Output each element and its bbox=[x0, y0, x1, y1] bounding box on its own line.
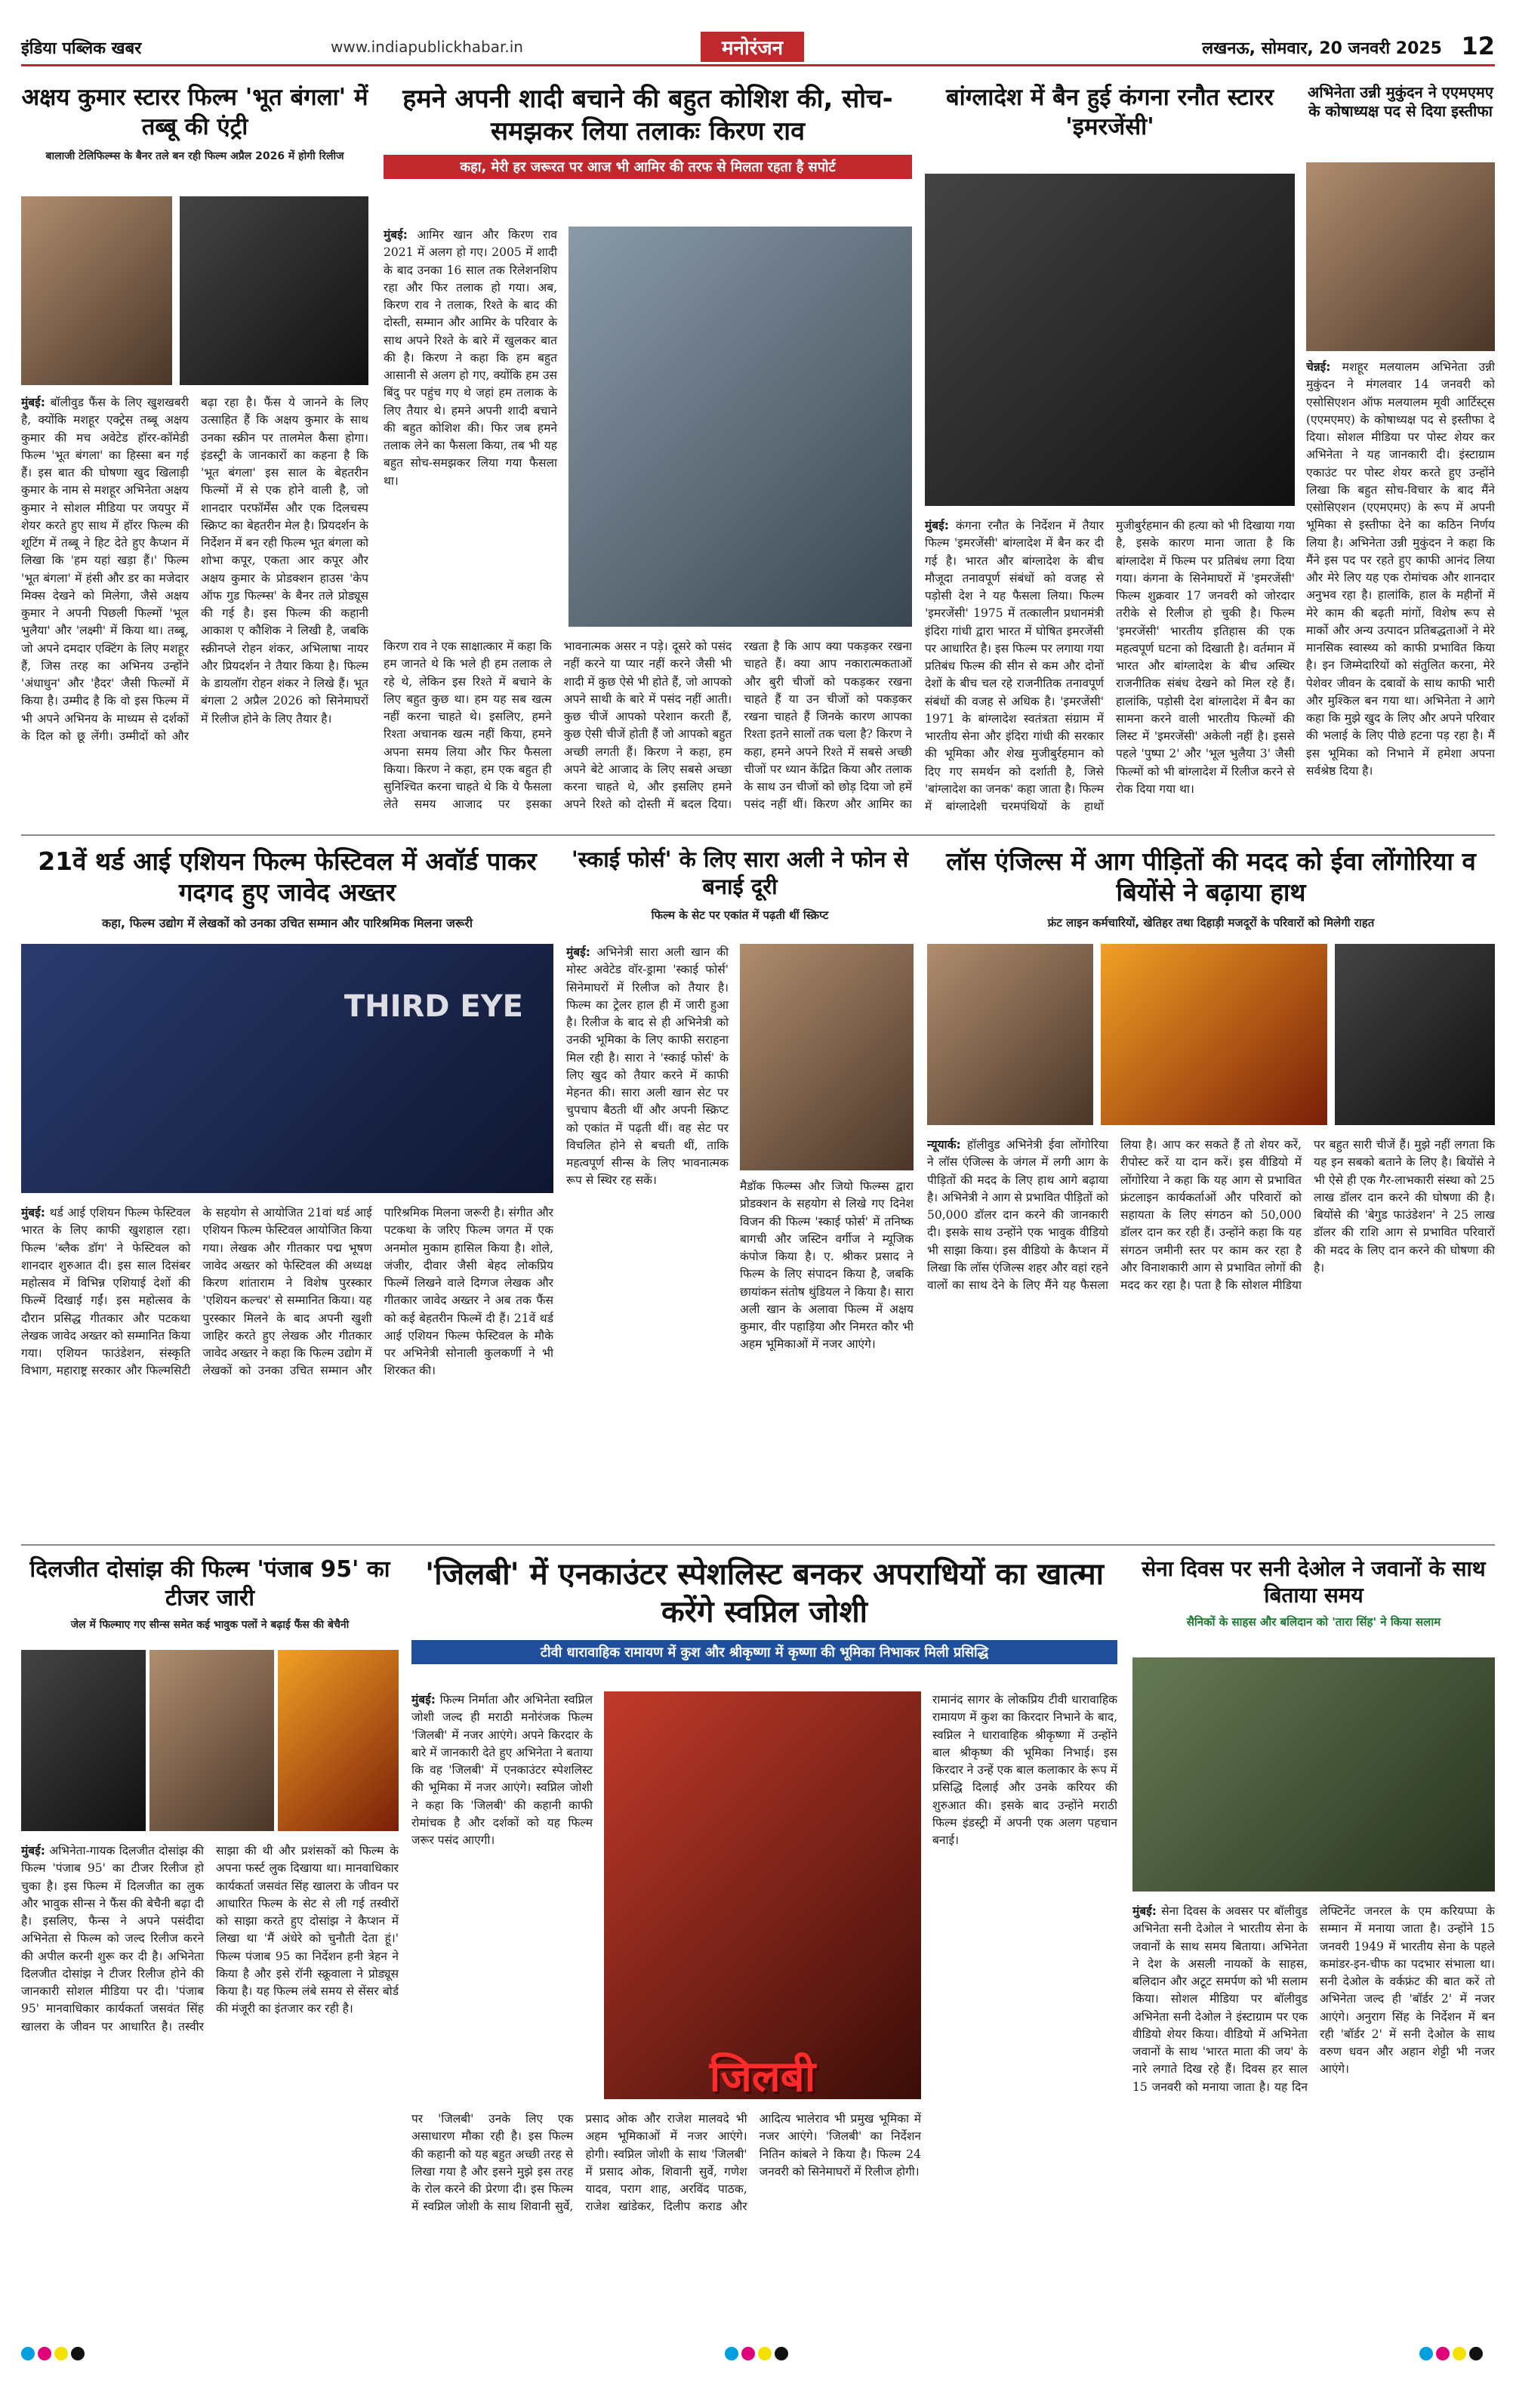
article-kiran-rao bbox=[384, 83, 912, 831]
fire-photo bbox=[1101, 944, 1327, 1125]
article-unni-mukundan bbox=[1306, 83, 1495, 831]
headline: दिलजीत दोसांझ की फिल्म 'पंजाब 95' का टीजर जारी bbox=[29, 1556, 390, 1611]
subheadline: बालाजी टेलिफिल्म्स के बैनर तले बन रही फिल्म अप्रैल 2026 में होगी रिलीज bbox=[45, 150, 344, 162]
diljit-photo bbox=[149, 1650, 274, 1831]
article-body-bottom: पर 'जिलबी' उनके लिए एक असाधारण मौका रही है। इस फिल्म की कहानी को यह बहुत अच्छी तरह से लिखा गया है और इसने मुझे इस तरह के रोल करने की प्रेरणा दी। इस फिल्म में स्वप्निल जोशी के साथ शिवानी सुर्वे, प्रसाद ओक और राजेश मालवदे भी अहम भूमिकाओं में नजर आएंगे। होगी। स्वप्निल जोशी के साथ 'जिलबी' में प्रसाद ओक, शिवानी सुर्वे, गणेश यादव, पराग शाह, अरविंद पाठक, राजेश खांडेकर, दिलीप कराड और आदित्य भालेराव भी प्रमुख भूमिका में नजर आएंगे। 'जिलबी' का निर्देशन नितिन कांबले ने किया है। फिल्म 24 जनवरी को सिनेमाघरों में रिलीज होगी। bbox=[411, 2112, 921, 2214]
article-body-right: मैडॉक फिल्म्स और जियो फिल्म्स द्वारा प्रोडक्शन के सहयोग से लिखे गए दिनेश विजन की फिल्म 'स्काई फोर्स' में तनिष्क बागची और जस्टिन वर्गीज ने म्यूजिक कंपोज किया है। ए. श्रीकर प्रसाद ने फिल्म के लिए संपादन किया है, जबकि छायांकन संतोष थुंडियल ने किया है। सारा अली खान के अलावा फिल्म में अक्षय कुमार, वीर पहाड़िया और निमरत कौर भी अहम भूमिकाओं में नजर आएंगे। bbox=[740, 1179, 914, 1352]
punjab-95-still-1 bbox=[21, 1650, 146, 1831]
article-body: मुंबई: कंगना रनौत के निर्देशन में तैयार फिल्म 'इमरजेंसी' बांग्लादेश में बैन कर दी गई है। भारत और बांग्लादेश के बीच मौजूदा तनावपूर्ण संबंधों को वजह से पड़ोसी देश ने यह फैसला लिया। फिल्म 'इमरजेंसी' 1975 में तत्कालीन प्रधानमंत्री इंदिरा गांधी द्वारा भारत में घोषित इमरजेंसी पर आधारित है। इस फिल्म पर लगाया गया प्रतिबंध फिल्म की सीन से कम और दोनों देशों के बीच चल रहे राजनीतिक तनावपूर्ण संबंधों की वजह से अधिक है। 'इमरजेंसी' 1971 के बांग्लादेश स्वतंत्रता संग्राम में भारतीय सेना और इंदिरा गांधी की सरकार की भूमिका और शेख मुजीबुर्रहमान को दिए गए समर्थन को दर्शाती है, जिसे 'बांग्लादेश का जनक' कहा जाता है। फिल्म में बांग्लादेशी चरमपंथियों के हाथों मुजीबुर्रहमान की हत्या को भी दिखाया गया है, इसके कारण माना जाता है कि बांग्लादेश में फिल्म पर प्रतिबंध लगा दिया गया। कंगना के सिनेमाघरों में 'इमरजेंसी' फिल्म शुक्रवार 17 जनवरी को जोरदार तरीके से रिलीज हो चुकी है। फिल्म 'इमरजेंसी' भारतीय इतिहास की एक महत्वपूर्ण घटना को दिखाती है। वर्तमान में भारत और बांग्लादेश के बीच अस्थिर राजनीतिक संबंध देखने को मिल रहे हैं। हालांकि, पड़ोसी देश बांग्लादेश में बैन का सामना करने वाली भारतीय फिल्मों की लिस्ट में 'इमरजेंसी' अकेली नहीं है। इससे पहले 'पुष्पा 2' और 'भूल भुलैया 3' जैसी फिल्मों को भी बांग्लादेश में रिलीज करने से रोक दिया गया था। bbox=[925, 519, 1295, 813]
article-body-right: रामानंद सागर के लोकप्रिय टीवी धारावाहिक रामायण में कुश का किरदार निभाने के बाद, स्वप्निल ने धारावाहिक श्रीकृष्णा में उन्होंने बाल श्रीकृष्ण की भूमिका निभाई। इस किरदार ने उन्हें एक बाल कलाकार के रूप में प्रसिद्धि दिलाई और उनके करियर की शुरुआत की। इसके बाद उन्होंने मराठी फिल्म इंडस्ट्री में अपनी एक अलग पहचान बनाई। bbox=[932, 1693, 1117, 1847]
sara-ali-khan-photo bbox=[740, 944, 914, 1170]
award-ceremony-photo bbox=[21, 944, 553, 1193]
subheadline: टीवी धारावाहिक रामायण में कुश और श्रीकृष्णा में कृष्णा की भूमिका निभाकर मिली प्रसिद्धि bbox=[411, 1640, 1117, 1664]
headline: 'स्काई फोर्स' के लिए सारा अली ने फोन से बनाई दूरी bbox=[571, 846, 909, 900]
subheadline: फ्रंट लाइन कर्मचारियों, खेतिहर तथा दिहाड़ी मजदूरों के परिवारों को मिलेगी राहत bbox=[1047, 915, 1375, 930]
article-body: मुंबई: अभिनेता-गायक दिलजीत दोसांझ की फिल्म 'पंजाब 95' का टीजर रिलीज हो चुका है। इस फिल्म में दिलजीत का लुक और भावुक सीन्स ने फैंस की बेचैनी बढ़ा दी है। इसलिए, फैन्स ने अपने पसंदीदा अभिनेता से फिल्म को जल्द रिलीज करने की अपील करनी शुरू कर दी है। अभिनेता दिलजीत दोसांझ ने टीजर रिलीज होने की जानकारी सोशल मीडिया पर दी। 'पंजाब 95' मानवाधिकार कार्यकर्ता जसवंत सिंह खालरा के जीवन पर आधारित है। तस्वीर साझा की थी और प्रशंसकों को फिल्म के अपना फर्स्ट लुक दिखाया था। मानवाधिकार कार्यकर्ता जसवंत सिंह खालरा के जीवन पर आधारित फिल्म के सेट से ली गई तस्वीरों को साझा करते हुए दोसांझ ने कैप्शन में लिखा था 'मैं अंधेरे को चुनौती देता हूं।' फिल्म पंजाब 95 का निर्देशन हनी त्रेहन ने किया है और इसे रॉनी स्क्रूवाला ने प्रोड्यूस किया है। यह फिल्म लंबे समय से सेंसर बोर्ड की मंजूरी का इंतजार कर रही है। bbox=[21, 1844, 399, 2033]
subheadline: कहा, मेरी हर जरूरत पर आज भी आमिर की तरफ से मिलता रहता है सपोर्ट bbox=[384, 155, 912, 179]
headline: 'जिलबी' में एनकाउंटर स्पेशलिस्ट बनकर अपराधियों का खात्मा करेंगे स्वप्निल जोशी bbox=[424, 1557, 1105, 1629]
punjab-95-still-2 bbox=[278, 1650, 399, 1831]
headline: अक्षय कुमार स्टारर फिल्म 'भूत बंगला' में तब्बू की एंट्री bbox=[21, 84, 368, 140]
newspaper-name: इंडिया पब्लिक खबर bbox=[21, 39, 142, 58]
akshay-photo bbox=[180, 196, 368, 385]
article-body: चेन्नई: मशहूर मलयालम अभिनेता उन्नी मुकुंदन ने मंगलवार 14 जनवरी को एसोसिएशन ऑफ मलयालम मूवी आर्टिस्ट्स (एएमएमए) के कोषाध्यक्ष पद से इस्तीफा दे दिया। सोशल मीडिया पर पोस्ट शेयर कर अभिनेता ने यह जानकारी दी। इंस्टाग्राम एकाउंट पर पोस्ट शेयर करते हुए उन्होंने लिखा कि बहुत सोच-विचार के बाद मैंने एसोसिएशन (एएमएमए) के रूप में अपनी भूमिका से इस्तीफा देने का कठिन निर्णय लिया है। अभिनेता उन्नी मुकुंदन ने कहा कि मैंने इस पद पर रहते हुए काफी आनंद लिया और मेरे लिए यह एक रोमांचक और शानदार अनुभव रहा है। हालांकि, हाल के महीनों में मेरे काम की बढ़ती मांगों, विशेष रूप से मार्को और अन्य उत्पादन प्रतिबद्धताओं ने मेरे मानसिक स्वास्थ्य को काफी प्रभावित किया है। इन जिम्मेदारियों को संतुलित करना, मेरे पेशेवर जीवन के दबावों के साथ काफी भारी और मुश्किल बन गया था। अभिनेता ने आगे कहा कि मुझे खुद के लिए और अपने परिवार की भलाई के लिए पीछे हटना पड़ रहा है। मैं इस भूमिका को निभाने में हमेशा अपना सर्वश्रेष्ठ दिया है। bbox=[1306, 360, 1495, 778]
headline: 21वें थर्ड आई एशियन फिल्म फेस्टिवल में अवॉर्ड पाकर गदगद हुए जावेद अख्तर bbox=[38, 846, 537, 908]
article-body: मुंबई: बॉलीवुड फैंस के लिए खुशखबरी है, क्योंकि मशहूर एक्ट्रेस तब्बू अक्षय कुमार की मच अवेटेड हॉरर-कॉमेडी फिल्म 'भूत बंगला' का हिस्सा बन गई हैं। इस बात की घोषणा खुद खिलाड़ी कुमार के नाम से मशहूर अभिनेता अक्षय कुमार ने सोशल मीडिया पर जयपुर में शेयर करते हुए साथ में हॉरर फिल्म की शूटिंग में तब्बू ने हिट देते हुए कैप्शन में लिखा कि 'हम यहां खड़ा हैं।' फिल्म 'भूत बंगला' में हंसी और डर का मजेदार मिक्स देखने को मिलेगा, जैसे अक्षय कुमार ने अपनी पिछली फिल्मों 'भूल भुलैया' और 'लक्ष्मी' में किया था। तब्बू, जो अपने दमदार एक्टिंग के लिए मशहूर हैं, जिस तरह का अभिनय उन्होंने 'अंधाधुन' और 'हैदर' जैसी फिल्मों में किया है। उम्मीद है कि वो इस फिल्म में भी अपने अभिनय के माध्यम से दर्शकों के दिल को छू लेंगी। उम्मीदों को और बढ़ा रहा है। फैंस ये जानने के लिए उत्साहित हैं कि अक्षय कुमार के साथ उनका स्क्रीन पर तालमेल कैसा होगा। इंडस्ट्री के जानकारों का कहना है कि 'भूत बंगला' इस साल के बेहतरीन फिल्मों में से एक होने वाली है, जो शानदार परफॉर्मेंस और एक दिलचस्प स्क्रिप्ट का बेहतरीन मेल है। प्रियदर्शन के निर्देशन में बन रही फिल्म भूत बंगला को शोभा कपूर, एकता आर कपूर और अक्षय कुमार के प्रोडक्शन हाउस 'केप ऑफ गुड फिल्म्स' के बैनर तले प्रोड्यूस की गई है। इस फिल्म की कहानी आकाश ए कौशिक ने लिखी है, जबकि स्क्रीनप्ले रोहन शंकर, अभिलाषा नायर और प्रियदर्शन ने तैयार किया है। फिल्म के डायलॉग रोहन शंकर ने लिखे हैं। भूत बंगला 2 अप्रैल 2026 को सिनेमाघरों में रिलीज होने के लिए तैयार है। bbox=[21, 396, 368, 743]
article-sunny-deol bbox=[1132, 1555, 1495, 2341]
article-emergency bbox=[925, 83, 1295, 831]
article-body: मुंबई: सेना दिवस के अवसर पर बॉलीवुड अभिनेता सनी देओल ने भारतीय सेना के जवानों के साथ समय बिताया। अभिनेता ने देश के असली नायकों के साहस, बलिदान और अटूट समर्पण को भी सलाम किया। सोशल मीडिया पर बॉलीवुड अभिनेता सनी देओल ने इंस्टाग्राम पर एक वीडियो शेयर किया। वीडियो में अभिनेता जवानों के साथ 'भारत माता की जय' के नारे लगाते दिख रहे हैं। दिवस हर साल 15 जनवरी को मनाया जाता है। यह दिन लेफ्टिनेंट जनरल के एम करियप्पा के सम्मान में मनाया जाता है। उन्होंने 15 जनवरी 1949 में भारतीय सेना के पहले कमांडर-इन-चीफ का पदभार संभाला था। सनी देओल के वर्कफ्रंट की बात करें तो अभिनेता जल्द ही 'बॉर्डर 2' में नजर आएंगे। अनुराग सिंह के निर्देशन में बन रही 'बॉर्डर 2' में सनी देओल के साथ वरुण धवन और अहान शेट्टी भी नजर आएंगे। bbox=[1132, 1904, 1495, 2094]
headline: सेना दिवस पर सनी देओल ने जवानों के साथ बिताया समय bbox=[1142, 1556, 1486, 1608]
subheadline: कहा, फिल्म उद्योग में लेखकों को उनका उचित सम्मान और पारिश्रमिक मिलना जरूरी bbox=[102, 915, 473, 930]
jilbi-poster bbox=[604, 1691, 921, 2099]
headline: अभिनेता उन्नी मुकुंदन ने एएमएमए के कोषाध्यक्ष पद से दिया इस्तीफा bbox=[1308, 83, 1493, 120]
stage-banner-text: THIRD EYE bbox=[344, 989, 523, 1024]
sunny-deol-army-photo bbox=[1132, 1657, 1495, 1892]
kangana-poster bbox=[925, 174, 1295, 506]
subheadline: सैनिकों के साहस और बलिदान को 'तारा सिंह' ने किया सलाम bbox=[1186, 1615, 1441, 1629]
subheadline: फिल्म के सेट पर एकांत में पढ़ती थीं स्क्रिप्ट bbox=[651, 908, 829, 922]
article-jilbi bbox=[411, 1555, 1117, 2341]
section-divider bbox=[21, 1544, 1495, 1546]
article-body: मुंबई: थर्ड आई एशियन फिल्म फेस्टिवल भारत के लिए काफी खुशहाल रहा। फिल्म 'ब्लैक डॉग' ने फेस्टिवल को शानदार शुरुआत दी। इस साल दिसंबर महोत्सव में विभिन्न एशियाई देशों की फिल्में दिखाई गईं। इस महोत्सव के दौरान प्रसिद्ध गीतकार और पटकथा लेखक जावेद अख्तर को सम्मानित किया गया। एशियन फाउंडेशन, संस्कृति विभाग, महाराष्ट्र सरकार और फिल्मसिटी के सहयोग से आयोजित 21वां थर्ड आई एशियन फिल्म फेस्टिवल आयोजित किया गया। लेखक और गीतकार पद्म भूषण जावेद अख्तर को फेस्टिवल की अध्यक्ष किरण शांताराम ने विशेष पुरस्कार 'एशियन कल्चर' से सम्मानित किया। यह पुरस्कार मिलने के बाद अपनी खुशी जाहिर करते हुए लेखक और गीतकार जावेद अख्तर ने कहा कि फिल्म उद्योग में लेखकों को उनका उचित सम्मान और पारिश्रमिक मिलना जरूरी है। संगीत और पटकथा के जरिए फिल्म जगत में एक अनमोल मुकाम हासिल किया है। शोले, जंजीर, दीवार जैसी बेहद लोकप्रिय फिल्में लिखने वाले दिग्गज लेखक और गीतकार जावेद अख्तर ने अब तक फैंस को कई बेहतरीन फिल्में दी हैं। 21वें थर्ड आई एशियन फिल्म फेस्टिवल के मौके पर अभिनेत्री सोनाली कुलकर्णी ने भी शिरकत की। bbox=[21, 1206, 553, 1378]
headline: लॉस एंजिल्स में आग पीड़ितों की मदद को ईवा लोंगोरिया व बियोंसे ने बढ़ाया हाथ bbox=[946, 846, 1476, 908]
article-body-bottom: किरण राव ने एक साक्षात्कार में कहा कि हम जानते थे कि भले ही हम तलाक ले रहे थे, लेकिन इस रिश्ते में बचाने के लिए बहुत कुछ था। हम यह सब खत्म नहीं करना चाहते थे। इसलिए, हमने रिश्ता अचानक खत्म नहीं किया, हमने अपना समय लिया और फिर फैसला किया। किरण ने कहा, हम एक बहुत ही सुनिश्चित करना चाहते थे कि ये फैसला लेते समय आजाद पर इसका भावनात्मक असर न पड़े। दूसरे को पसंद नहीं करने या प्यार नहीं करने जैसी भी शादी में कुछ ऐसे भी होते हैं, जो आपको अपने साथी के बारे में पसंद नहीं आती। कुछ चीजें आपको परेशान करती हैं, कुछ ऐसी चीजें होती हैं जो आपको बहुत अच्छी लगती हैं। किरण ने कहा, हम अपने बेटे आजाद के लिए सबसे अच्छा करना चाहते थे, और इसलिए हमने अपने रिश्ते को दोस्ती में बदल दिया। रखता है कि आप क्या पकड़कर रखना चाहते हैं। क्या आप नकारात्मकताओं और बुरी चीजों को पकड़कर रखना चाहते हैं या उन चीजों को पकड़कर रखना चाहते हैं जिनके कारण आपका रिश्ता इतने सालों तक चला है? किरण ने कहा, हमने अपने रिश्ते में सबसे अच्छी चीजों पर ध्यान केंद्रित किया और तलाक के साथ उन चीजों को छोड़ दिया जो हमें पसंद नहीं थीं। किरण और आमिर का bbox=[384, 640, 912, 812]
print-registration-marks-left bbox=[21, 2347, 85, 2360]
print-registration-marks-right bbox=[1419, 2347, 1483, 2360]
article-body: न्यूयार्क: हॉलीवुड अभिनेत्री ईवा लोंगोरिया ने लॉस एंजिल्स के जंगल में लगी आग के पीड़ितों की मदद के लिए हाथ आगे बढ़ाया है। अभिनेत्री ने आग से प्रभावित पीड़ितों को 50,000 डॉलर दान करने की जानकारी दी। इसके साथ उन्होंने एक भावुक वीडियो भी साझा किया। इस वीडियो के कैप्शन में लिखा कि लॉस एंजिल्स शहर और वहां रहने वालों का साथ देने के लिए मैंने यह फैसला लिया है। आप कर सकते हैं तो शेयर करें, रीपोस्ट करें या दान करें। इस वीडियो में लोंगोरिया ने कहा कि यह आग से प्रभावित फ्रंटलाइन कार्यकर्ताओं और परिवारों को सहायता के लिए संगठन को 50,000 डॉलर दान कर रही हैं। उन्होंने कहा कि यह संगठन जमीनी स्तर पर काम कर रहा है और विनाशकारी आग से प्रभावित लोगों की मदद कर रहा है। पता है कि सोशल मीडिया पर बहुत सारी चीजें हैं। मुझे नहीं लगता कि यह इन सबको बताने के लिए है। बियोंसे ने भी ऐसे ही एक गैर-लाभकारी संस्था को 25 लाख डॉलर दान करने की घोषणा की है। बियोंसे की 'बेगुड फाउंडेशन' ने 25 लाख डॉलर की राशि आग से प्रभावित परिवारों की मदद के लिए दान करने की घोषणा की है। bbox=[927, 1138, 1495, 1292]
headline: बांग्लादेश में बैन हुई कंगना रनौत स्टारर 'इमरजेंसी' bbox=[945, 84, 1274, 140]
article-body-left: मुंबई: आमिर खान और किरण राव 2021 में अलग हो गए। 2005 में शादी के बाद उनका 16 साल तक रिलेशनशिप रहा और फिर तलाक हो गया। अब, किरण राव ने तलाक, रिश्ते के बाद की दोस्ती, सम्मान और आमिर के परिवार के साथ अपने रिश्ते के बारे में खुलकर बात की है। किरण ने कहा कि हम बहुत आसानी से अलग हो गए, क्योंकि हम उस बिंदु पर पहुंच गए थे जहां हम तलाक के लिए तैयार थे। हमने अपनी शादी बचाने की बहुत कोशिश की। फिर जब हमने तलाक लेने का फैसला किया, तब भी यह बहुत सोच-समझकर लिया गया फैसला था। bbox=[384, 228, 557, 488]
article-body-left: मुंबई: फिल्म निर्माता और अभिनेता स्वप्निल जोशी जल्द ही मराठी मनोरंजक फिल्म 'जिलबी' में नजर आएंगे। अपने किरदार के बारे में जानकारी देते हुए अभिनेता ने बताया कि वह 'जिलबी' में एनकाउंटर स्पेशलिस्ट की भूमिका में नजर आएंगे। स्वप्निल जोशी ने कहा कि 'जिलबी' की कहानी काफी रोमांचक है और दर्शकों को यह फिल्म जरूर पसंद आएगी। bbox=[411, 1693, 593, 1847]
section-divider bbox=[21, 834, 1495, 836]
poster-title: जिलबी bbox=[709, 2052, 816, 2101]
article-la-fire bbox=[927, 846, 1495, 1540]
eva-longoria-photo bbox=[927, 944, 1093, 1125]
dateline: लखनऊ, सोमवार, 20 जनवरी 2025 bbox=[1202, 39, 1442, 58]
tabu-photo bbox=[21, 196, 172, 385]
page-header bbox=[21, 32, 1495, 66]
subheadline: जेल में फिल्माए गए सीन्स समेत कई भावुक पलों ने बढ़ाई फैंस की बेचैनी bbox=[70, 1619, 350, 1631]
article-body-left: मुंबई: अभिनेत्री सारा अली खान की मोस्ट अवेटेड वॉर-ड्रामा 'स्काई फोर्स' सिनेमाघरों में रिलीज को तैयार है। फिल्म का ट्रेलर हाल ही में जारी हुआ है। रिलीज के बाद से ही अभिनेत्री को उनकी भूमिका के लिए काफी सराहना मिल रही है। सारा ने 'स्काई फोर्स' के लिए खुद को तैयार करने में काफी मेहनत की। सारा अली खान सेट पर चुपचाप बैठती थीं और अपनी स्क्रिप्ट को एकांत में पढ़ती थीं। वह सेट पर विचलित होने से बचती थीं, ताकि महत्वपूर्ण सीन्स के लिए भावनात्मक रूप से स्थिर रह सकें। bbox=[566, 945, 729, 1188]
article-bhoot-bangla bbox=[21, 83, 368, 831]
unni-mukundan-photo bbox=[1306, 162, 1495, 351]
website-url[interactable]: www.indiapublickhabar.in bbox=[331, 38, 523, 56]
article-punjab-95 bbox=[21, 1555, 399, 2341]
page-number: 12 bbox=[1461, 32, 1495, 60]
article-sara-ali-khan bbox=[566, 846, 914, 1540]
beyonce-photo bbox=[1335, 944, 1495, 1125]
article-javed-akhtar bbox=[21, 846, 553, 1540]
headline: हमने अपनी शादी बचाने की बहुत कोशिश की, सोच-समझकर लिया तलाकः किरण राव bbox=[402, 84, 893, 146]
kiran-aamir-photo bbox=[568, 227, 912, 627]
print-registration-marks-center bbox=[725, 2347, 788, 2360]
section-label: मनोरंजन bbox=[701, 32, 804, 62]
